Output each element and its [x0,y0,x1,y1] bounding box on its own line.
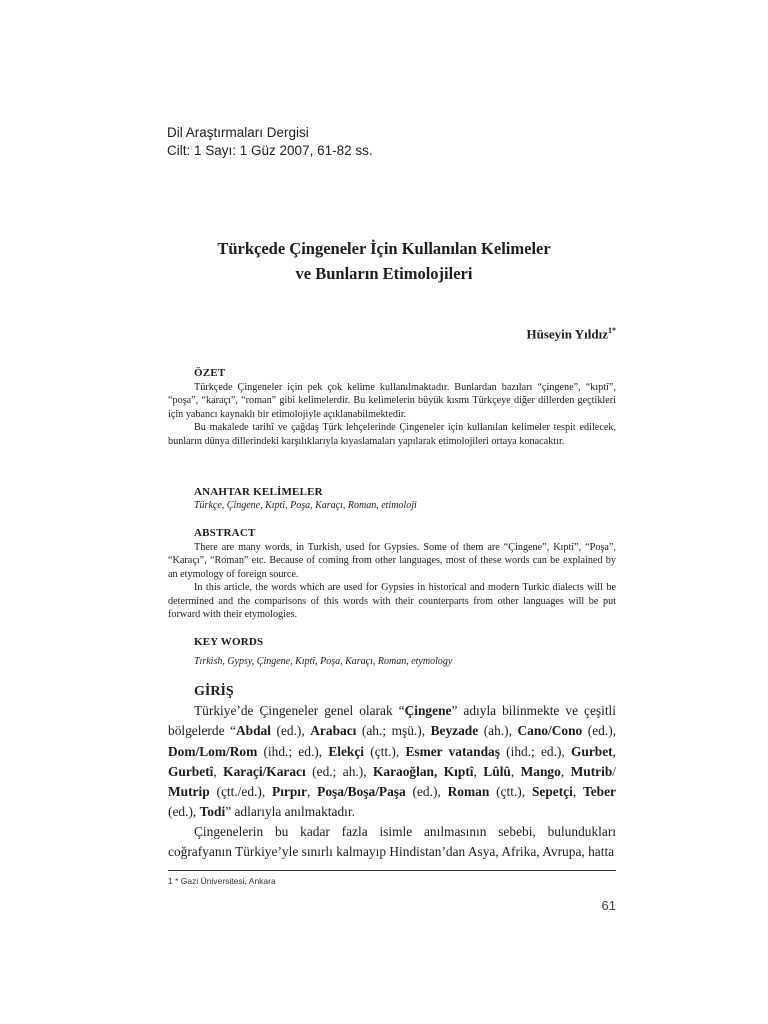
text-run: ” adıyla bilinmekte ve çeşitli bölgelerde “ [168,703,616,739]
term-bold: Roman [447,784,490,800]
term-bold: Gurbet [570,743,613,759]
ozet-paragraph-2: Bu makalede tarihî ve çağdaş Türk lehçelerinde Çingeneler için kullanılan kelimeler tespit edilecek, bunların dünya dillerindeki karşılıklarıyla kıyaslamaları yapılarak etimolojileri ortaya konacaktır. [168,422,616,447]
text-run: (ed.), [168,804,200,820]
term-bold: Poşa/Boşa/Paşa [317,784,406,800]
term-bold: Gurbetî [168,763,214,779]
text-run: ” adlarıyla anılmaktadır. [225,804,355,820]
text-run: Türkiye’de Çingeneler genel olarak “ [194,703,405,718]
anahtar-words: Türkçe, Çingene, Kıptî, Poşa, Karaçı, Roman, etimoloji [194,500,417,511]
page-number: 61 [601,898,616,913]
text-run: (ed.; ah.), [305,763,373,779]
text-run: (çtt.), [364,743,406,759]
abstract-paragraph-2: In this article, the words which are used for Gypsies in historical and modern Turkic dialects will be determined and the comparisons of this words with their counterparts from other languages will be put forward with their etymologies. [168,582,616,621]
keywords-words: Tırkish, Gypsy, Çingene, Kıptî, Poşa, Karaçı, Roman, etymology [194,656,453,667]
article-title [0,236,768,286]
term-bold: Karaoğlan, Kıptî [372,763,474,779]
footnote: 1 * Gazi Üniversitesi, Ankara [168,876,276,886]
text-run: (ed.), [270,723,311,739]
term-bold: Mango [520,763,561,779]
text-run: , [612,743,616,759]
text-run: (ed.), [582,723,617,739]
text-run: (ihd.; ed.), [499,743,571,759]
abstract-body [168,541,616,621]
text-run: (ah.), [478,723,518,739]
giris-body [168,701,616,823]
text-run: (çtt.), [489,784,532,800]
author-footnote-mark: 1* [608,326,616,335]
term-bold: Esmer vatandaş [405,743,500,759]
term-bold: Abdal [235,723,271,739]
text-run: , [306,784,318,800]
abstract-paragraph-1: There are many words, in Turkish, used for Gypsies. Some of them are “Çingene”, Kıptî”, “Poşa”, “Karaçı”, “Roman” etc. Because of coming from other languages, most of these words can be explained by an etymology of foreign source. [168,542,616,580]
term-bold: Çingene [404,703,452,718]
anahtar-heading: ANAHTAR KELİMELER [194,486,323,498]
term-bold: Dom/Lom/Rom [168,743,258,759]
journal-issue: Cilt: 1 Sayı: 1 Güz 2007, 61-82 ss. [167,143,373,158]
article-title-line-2: ve Bunların Etimolojileri [295,264,473,283]
term-bold: Lûlû [483,763,511,779]
term-bold: Mutrib [570,763,613,779]
term-bold: Beyzade [430,723,479,739]
term-bold: Arabacı [310,723,357,739]
text-run: (ah.; mşü.), [356,723,431,739]
text-run: (ed.), [405,784,448,800]
term-bold: Cano/Cono [517,723,583,739]
giris-paragraph-2: Çingenelerin bu kadar fazla isimle anılmasının sebebi, bulundukları coğrafyanın Türkiye’yle sınırlı kalmayıp Hindistan’dan Asya, Afrika, Avrupa, hatta [168,824,616,860]
text-run: (ihd.; ed.), [257,743,329,759]
journal-name: Dil Araştırmaları Dergisi [167,125,309,140]
term-bold: Karaçi/Karacı [223,763,306,779]
text-run: , [473,763,484,779]
abstract-heading: ABSTRACT [194,527,256,539]
text-run: , [572,784,584,800]
text-run: (çtt./ed.), [209,784,273,800]
author [526,326,616,342]
giris-heading: GİRİŞ [194,684,234,699]
text-run: , [510,763,521,779]
giris-paragraph-1 [168,701,616,823]
term-bold: Teber [583,784,616,800]
ozet-paragraph-1: Türkçede Çingeneler için pek çok kelime kullanılmaktadır. Bunlardan bazıları “çingene”, “kıptî”, “poşa”, “karaçı”, “roman” gibi kelimelerdir. Bu kelimelerin büyük kısmı Türkçeye diğer dillerden geçtikleri için yabancı kaynaklı bir etimolojiyle açıklanabilmektedir. [168,382,616,420]
text-run: , [560,763,571,779]
article-title-line-1: Türkçede Çingeneler İçin Kullanılan Kelimeler [217,239,551,258]
text-run: , [213,763,224,779]
term-bold: Mutrip [168,784,210,800]
term-bold: Todi [199,804,226,820]
term-bold: Elekçi [328,743,365,759]
ozet-body [168,381,616,448]
ozet-heading: ÖZET [194,367,226,379]
term-bold: Pırpır [272,784,307,800]
text-run: / [612,763,616,779]
keywords-heading: KEY WORDS [194,636,264,648]
term-bold: Sepetçi [531,784,573,800]
journal-header [167,124,373,160]
author-name: Hüseyin Yıldız [526,326,608,342]
footnote-divider [168,870,616,871]
giris-body-continued [168,822,616,863]
